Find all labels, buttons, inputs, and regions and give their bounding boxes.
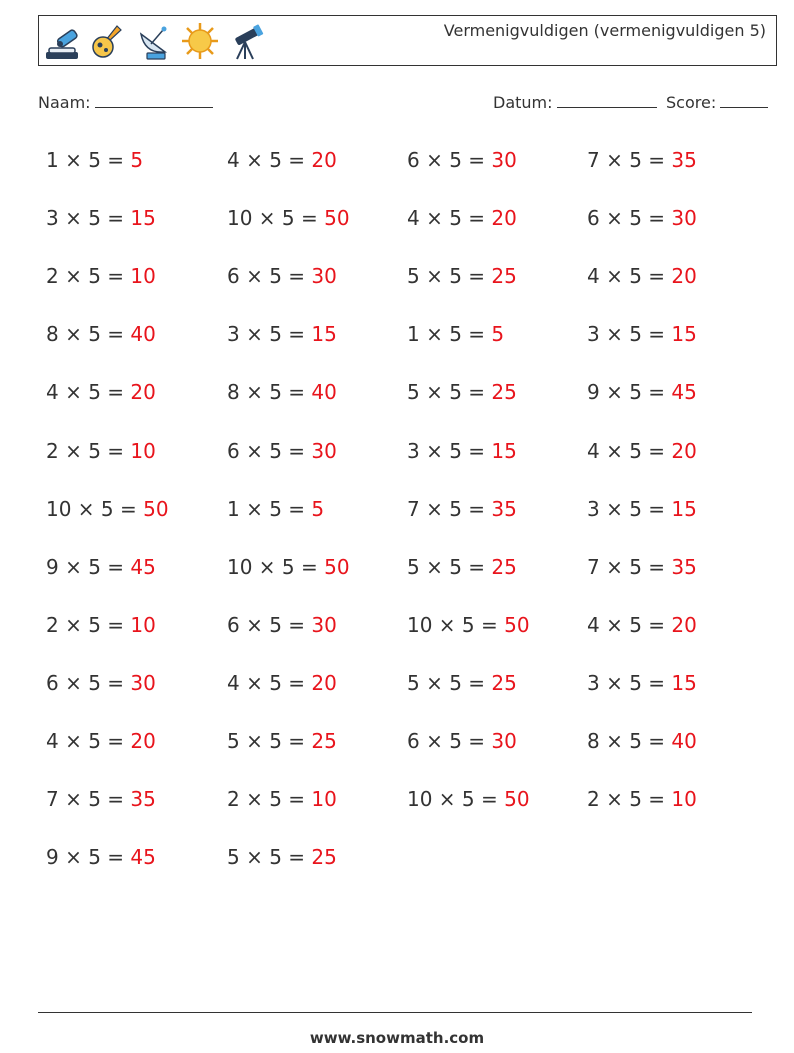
name-blank[interactable] [95,92,213,108]
problem-answer: 20 [671,264,697,289]
problem-answer: 40 [130,322,156,347]
problem-item [407,148,517,172]
problem-item [407,206,517,230]
problem-item [407,671,517,695]
problem-item [46,439,156,463]
problem-item [587,787,697,811]
problem-item [407,380,517,404]
problem-question: 7 × 5 = [587,554,672,579]
problem-question: 10 × 5 = [407,787,505,812]
problem-item [587,613,697,637]
problem-item [46,613,156,637]
problem-answer: 25 [311,845,337,870]
problem-answer: 5 [311,496,325,521]
problem-item [407,787,530,811]
problem-answer: 10 [130,438,156,463]
problem-question: 6 × 5 = [227,264,312,289]
problem-answer: 35 [671,554,697,579]
problem-answer: 30 [311,612,337,637]
problem-answer: 5 [130,148,144,172]
problem-question: 3 × 5 = [227,322,312,347]
problem-question: 3 × 5 = [407,438,492,463]
problem-question: 5 × 5 = [407,264,492,289]
problem-question: 4 × 5 = [227,148,312,172]
problem-question: 4 × 5 = [407,206,492,231]
problem-answer: 5 [491,322,505,347]
problem-item [587,380,697,404]
comet-icon [87,20,129,62]
problem-answer: 10 [130,264,156,289]
problem-answer: 50 [324,554,350,579]
problem-item [587,439,697,463]
problem-item [407,497,517,521]
problem-item [46,845,156,869]
problem-answer: 30 [130,670,156,695]
problem-item [587,729,697,753]
problem-answer: 50 [504,612,530,637]
problem-answer: 15 [130,206,156,231]
problem-question: 4 × 5 = [46,380,131,405]
problem-answer: 20 [491,206,517,231]
problem-question: 3 × 5 = [587,670,672,695]
problem-question: 1 × 5 = [46,148,131,172]
problem-answer: 30 [491,729,517,753]
problem-item [227,613,337,637]
problem-answer: 30 [311,264,337,289]
problem-item [227,845,337,869]
problem-item [46,148,143,172]
problem-item [407,613,530,637]
problem-item [587,497,697,521]
problem-item [587,148,697,172]
problem-item [227,555,350,579]
telescope-icon [225,20,267,62]
problem-question: 4 × 5 = [587,264,672,289]
problem-answer: 15 [671,496,697,521]
date-label: Datum: [493,93,553,112]
problem-answer: 15 [491,438,517,463]
problem-answer: 15 [671,670,697,695]
problem-question: 9 × 5 = [46,554,131,579]
problem-question: 2 × 5 = [46,264,131,289]
problem-answer: 25 [491,264,517,289]
problem-answer: 20 [671,612,697,637]
microscope-icon [41,20,83,62]
problem-question: 3 × 5 = [587,496,672,521]
problem-answer: 10 [671,787,697,812]
problem-question: 4 × 5 = [46,729,131,753]
problem-answer: 30 [311,438,337,463]
problem-question: 5 × 5 = [227,729,312,753]
problem-item [46,787,156,811]
problem-answer: 50 [324,206,350,231]
problem-question: 2 × 5 = [46,612,131,637]
problem-answer: 45 [130,554,156,579]
name-field[interactable] [38,92,213,112]
problem-answer: 30 [491,148,517,172]
problem-question: 2 × 5 = [227,787,312,812]
problem-question: 4 × 5 = [587,438,672,463]
problem-item [46,322,156,346]
problem-question: 5 × 5 = [407,670,492,695]
problem-item [227,380,337,404]
problem-answer: 15 [311,322,337,347]
problem-question: 2 × 5 = [46,438,131,463]
problem-answer: 20 [311,148,337,172]
date-field[interactable] [493,92,657,112]
problem-question: 4 × 5 = [587,612,672,637]
problem-item [227,148,337,172]
problem-question: 2 × 5 = [587,787,672,812]
problem-question: 8 × 5 = [46,322,131,347]
problem-question: 5 × 5 = [227,845,312,870]
problem-item [227,729,337,753]
problem-question: 5 × 5 = [407,380,492,405]
problem-question: 7 × 5 = [407,496,492,521]
problem-answer: 35 [130,787,156,812]
problem-item [227,322,337,346]
problem-question: 6 × 5 = [227,438,312,463]
problem-question: 6 × 5 = [407,729,492,753]
problem-question: 3 × 5 = [46,206,131,231]
date-blank[interactable] [557,92,657,108]
problem-question: 4 × 5 = [227,670,312,695]
problem-item [227,439,337,463]
problem-answer: 40 [311,380,337,405]
name-label: Naam: [38,93,91,112]
problem-answer: 20 [311,670,337,695]
problem-item [407,264,517,288]
problem-answer: 50 [143,496,169,521]
problem-question: 10 × 5 = [407,612,505,637]
problem-item [407,439,517,463]
problem-item [46,671,156,695]
problem-question: 7 × 5 = [587,148,672,172]
problem-item [227,787,337,811]
problem-answer: 35 [671,148,697,172]
problem-question: 9 × 5 = [587,380,672,405]
problem-answer: 35 [491,496,517,521]
problem-item [227,206,350,230]
problem-answer: 15 [671,322,697,347]
worksheet-title: Vermenigvuldigen (vermenigvuldigen 5) [443,21,766,40]
problem-question: 9 × 5 = [46,845,131,870]
problem-question: 1 × 5 = [227,496,312,521]
problem-item [46,264,156,288]
problem-question: 8 × 5 = [587,729,672,753]
problem-question: 10 × 5 = [227,206,325,231]
problem-question: 5 × 5 = [407,554,492,579]
problem-question: 3 × 5 = [587,322,672,347]
problem-answer: 40 [671,729,697,753]
problem-question: 8 × 5 = [227,380,312,405]
problem-answer: 25 [491,670,517,695]
problem-item [46,555,156,579]
problem-item [407,729,517,753]
problem-question: 10 × 5 = [46,496,144,521]
score-blank[interactable] [720,92,768,108]
problem-answer: 25 [491,554,517,579]
problem-item [587,264,697,288]
problem-item [46,206,156,230]
problem-item [587,206,697,230]
problem-item [227,671,337,695]
problem-answer: 45 [671,380,697,405]
problem-item [227,264,337,288]
problem-answer: 25 [311,729,337,753]
problem-item [407,555,517,579]
problem-question: 1 × 5 = [407,322,492,347]
score-field[interactable] [666,92,768,112]
problem-answer: 10 [130,612,156,637]
problem-item [587,555,697,579]
problem-answer: 25 [491,380,517,405]
problem-item [46,729,156,753]
worksheet-header [38,15,777,66]
problem-answer: 20 [130,380,156,405]
problem-answer: 30 [671,206,697,231]
problem-answer: 20 [130,729,156,753]
problem-item [46,497,169,521]
problem-question: 6 × 5 = [587,206,672,231]
problem-item [407,322,504,346]
footer-divider [38,1012,752,1013]
sun-icon [179,20,221,62]
problem-answer: 10 [311,787,337,812]
problem-item [587,671,697,695]
problem-item [587,322,697,346]
satellite-dish-icon [133,20,175,62]
problem-item [46,380,156,404]
footer-url: www.snowmath.com [309,1029,485,1047]
problem-question: 6 × 5 = [227,612,312,637]
problem-question: 7 × 5 = [46,787,131,812]
problem-question: 6 × 5 = [46,670,131,695]
problem-answer: 45 [130,845,156,870]
problem-answer: 20 [671,438,697,463]
problem-answer: 50 [504,787,530,812]
score-label: Score: [666,93,717,112]
problem-question: 6 × 5 = [407,148,492,172]
problem-question: 10 × 5 = [227,554,325,579]
problem-item [227,497,324,521]
